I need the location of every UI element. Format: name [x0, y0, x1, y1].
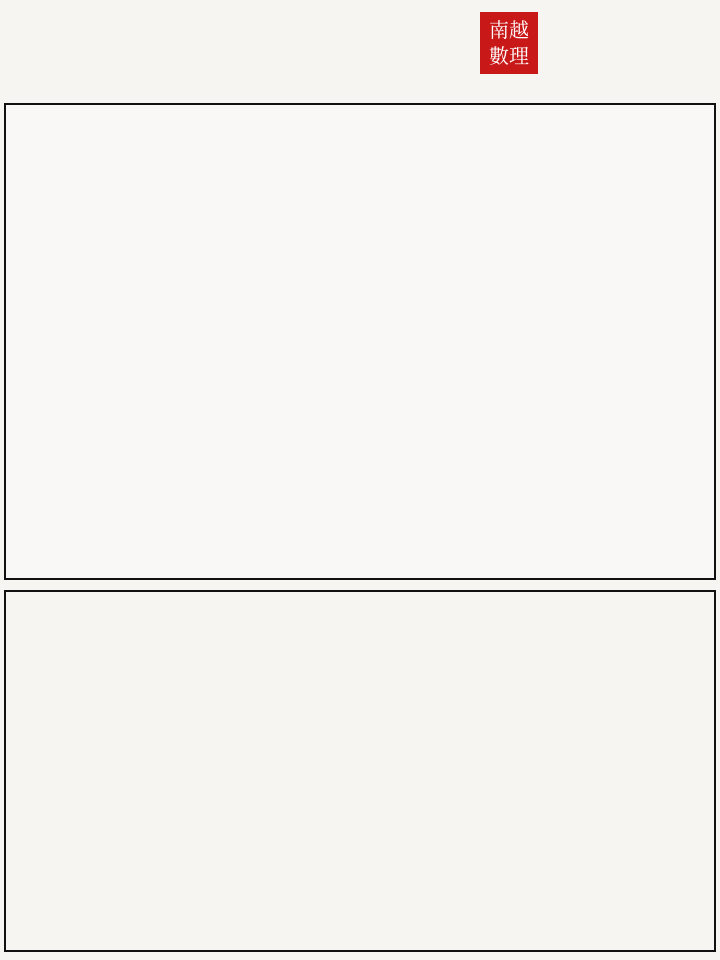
- qr-code-icon[interactable]: [378, 20, 448, 90]
- pillars-grid: [4, 103, 716, 580]
- red-seal-logo: 南 越 數 理: [480, 12, 538, 74]
- annual-luck-table: [4, 590, 716, 952]
